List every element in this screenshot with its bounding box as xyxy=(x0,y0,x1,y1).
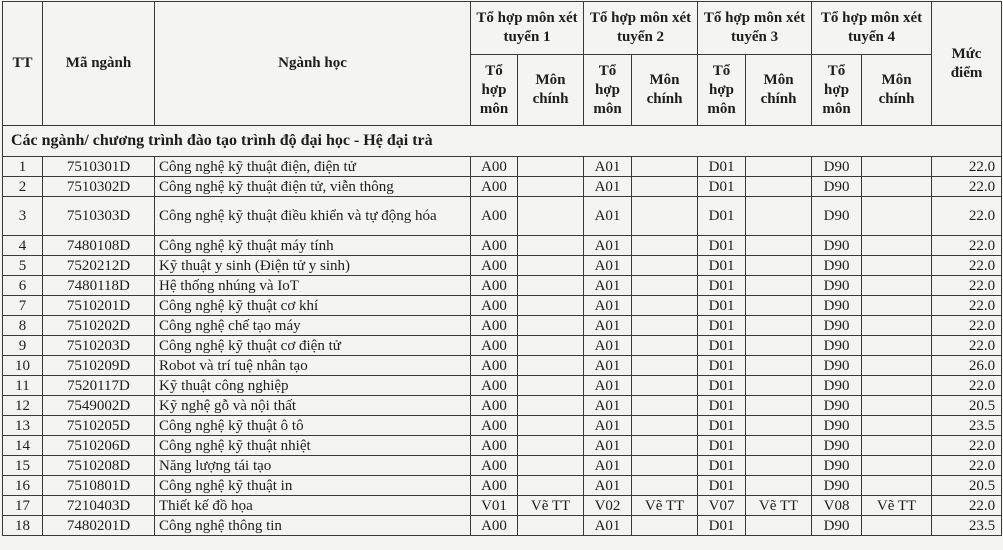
table-row xyxy=(3,456,1002,476)
cell-mon-chinh-3 xyxy=(746,296,812,316)
cell-nganh-hoc: Năng lượng tái tạo xyxy=(155,456,471,476)
cell-to-hop-4: D90 xyxy=(812,236,862,256)
cell-to-hop-3: D01 xyxy=(698,376,746,396)
header-to-hop-3: Tổ hợp môn xyxy=(698,55,746,126)
cell-mon-chinh-1: Vẽ TT xyxy=(518,496,584,516)
cell-tt: 5 xyxy=(3,256,43,276)
cell-ma-nganh: 7480108D xyxy=(43,236,155,256)
cell-mon-chinh-4 xyxy=(862,456,932,476)
cell-tt: 16 xyxy=(3,476,43,496)
cell-mon-chinh-3 xyxy=(746,177,812,197)
cell-ma-nganh: 7510301D xyxy=(43,157,155,177)
cell-nganh-hoc: Công nghệ kỹ thuật in xyxy=(155,476,471,496)
cell-mon-chinh-2 xyxy=(632,436,698,456)
cell-mon-chinh-2 xyxy=(632,376,698,396)
header-group-1: Tổ hợp môn xét tuyển 1 xyxy=(471,2,584,55)
cell-to-hop-2: A01 xyxy=(584,416,632,436)
cell-ma-nganh: 7520117D xyxy=(43,376,155,396)
cell-to-hop-3: D01 xyxy=(698,276,746,296)
cell-to-hop-2: A01 xyxy=(584,296,632,316)
cell-mon-chinh-1 xyxy=(518,516,584,536)
cell-tt: 9 xyxy=(3,336,43,356)
cell-to-hop-3: D01 xyxy=(698,316,746,336)
cell-mon-chinh-2: Vẽ TT xyxy=(632,496,698,516)
cell-muc-diem: 22.0 xyxy=(932,456,1002,476)
cell-mon-chinh-3 xyxy=(746,356,812,376)
cell-to-hop-2: A01 xyxy=(584,276,632,296)
cell-to-hop-2: A01 xyxy=(584,456,632,476)
cell-to-hop-4: D90 xyxy=(812,516,862,536)
cell-mon-chinh-1 xyxy=(518,276,584,296)
cell-muc-diem: 22.0 xyxy=(932,316,1002,336)
header-muc-diem: Mức điểm xyxy=(932,2,1002,126)
header-mon-chinh-2: Môn chính xyxy=(632,55,698,126)
cell-nganh-hoc: Kỹ thuật công nghiệp xyxy=(155,376,471,396)
cell-mon-chinh-2 xyxy=(632,416,698,436)
cell-mon-chinh-2 xyxy=(632,197,698,236)
cell-muc-diem: 22.0 xyxy=(932,436,1002,456)
cell-mon-chinh-4 xyxy=(862,436,932,456)
cell-muc-diem: 22.0 xyxy=(932,256,1002,276)
cell-muc-diem: 23.5 xyxy=(932,516,1002,536)
cell-to-hop-3: D01 xyxy=(698,436,746,456)
cell-tt: 2 xyxy=(3,177,43,197)
cell-mon-chinh-3 xyxy=(746,197,812,236)
cell-mon-chinh-2 xyxy=(632,396,698,416)
cell-mon-chinh-1 xyxy=(518,336,584,356)
cell-mon-chinh-1 xyxy=(518,436,584,456)
cell-mon-chinh-2 xyxy=(632,157,698,177)
admission-score-table xyxy=(2,1,1002,536)
cell-to-hop-1: A00 xyxy=(471,177,518,197)
cell-tt: 15 xyxy=(3,456,43,476)
cell-mon-chinh-3 xyxy=(746,516,812,536)
cell-to-hop-1: V01 xyxy=(471,496,518,516)
cell-tt: 6 xyxy=(3,276,43,296)
cell-to-hop-1: A00 xyxy=(471,476,518,496)
cell-to-hop-1: A00 xyxy=(471,197,518,236)
cell-nganh-hoc: Công nghệ kỹ thuật nhiệt xyxy=(155,436,471,456)
cell-to-hop-4: D90 xyxy=(812,396,862,416)
cell-to-hop-4: D90 xyxy=(812,177,862,197)
cell-mon-chinh-2 xyxy=(632,476,698,496)
cell-mon-chinh-2 xyxy=(632,256,698,276)
cell-to-hop-2: A01 xyxy=(584,316,632,336)
cell-to-hop-4: D90 xyxy=(812,296,862,316)
cell-ma-nganh: 7510208D xyxy=(43,456,155,476)
cell-mon-chinh-4 xyxy=(862,296,932,316)
cell-mon-chinh-2 xyxy=(632,336,698,356)
cell-to-hop-3: D01 xyxy=(698,197,746,236)
table-row xyxy=(3,316,1002,336)
cell-ma-nganh: 7510303D xyxy=(43,197,155,236)
cell-ma-nganh: 7510302D xyxy=(43,177,155,197)
cell-to-hop-3: D01 xyxy=(698,177,746,197)
cell-mon-chinh-2 xyxy=(632,316,698,336)
table-row xyxy=(3,236,1002,256)
cell-to-hop-1: A00 xyxy=(471,316,518,336)
header-to-hop-1: Tổ hợp môn xyxy=(471,55,518,126)
cell-mon-chinh-4 xyxy=(862,276,932,296)
table-row xyxy=(3,197,1002,236)
cell-to-hop-2: A01 xyxy=(584,356,632,376)
cell-to-hop-1: A00 xyxy=(471,356,518,376)
cell-muc-diem: 20.5 xyxy=(932,396,1002,416)
cell-mon-chinh-4 xyxy=(862,356,932,376)
table-row xyxy=(3,356,1002,376)
cell-tt: 8 xyxy=(3,316,43,336)
cell-ma-nganh: 7510201D xyxy=(43,296,155,316)
cell-muc-diem: 26.0 xyxy=(932,356,1002,376)
cell-tt: 4 xyxy=(3,236,43,256)
cell-to-hop-1: A00 xyxy=(471,276,518,296)
table-row xyxy=(3,436,1002,456)
table-row xyxy=(3,376,1002,396)
cell-mon-chinh-3 xyxy=(746,376,812,396)
cell-nganh-hoc: Kỹ thuật y sinh (Điện tử y sinh) xyxy=(155,256,471,276)
cell-ma-nganh: 7480201D xyxy=(43,516,155,536)
cell-to-hop-4: D90 xyxy=(812,316,862,336)
cell-mon-chinh-2 xyxy=(632,276,698,296)
cell-to-hop-1: A00 xyxy=(471,256,518,276)
cell-mon-chinh-3 xyxy=(746,256,812,276)
header-mon-chinh-4: Môn chính xyxy=(862,55,932,126)
cell-nganh-hoc: Thiết kế đồ họa xyxy=(155,496,471,516)
cell-mon-chinh-1 xyxy=(518,376,584,396)
cell-mon-chinh-4 xyxy=(862,157,932,177)
cell-to-hop-1: A00 xyxy=(471,157,518,177)
cell-mon-chinh-4 xyxy=(862,396,932,416)
cell-mon-chinh-3 xyxy=(746,157,812,177)
cell-to-hop-3: D01 xyxy=(698,416,746,436)
table-row xyxy=(3,516,1002,536)
table-row xyxy=(3,396,1002,416)
header-mon-chinh-1: Môn chính xyxy=(518,55,584,126)
table-row xyxy=(3,256,1002,276)
cell-to-hop-4: D90 xyxy=(812,436,862,456)
cell-to-hop-1: A00 xyxy=(471,436,518,456)
cell-mon-chinh-1 xyxy=(518,476,584,496)
header-nganh-hoc: Ngành học xyxy=(155,2,471,126)
cell-to-hop-2: A01 xyxy=(584,396,632,416)
cell-muc-diem: 22.0 xyxy=(932,197,1002,236)
cell-muc-diem: 20.5 xyxy=(932,476,1002,496)
cell-tt: 17 xyxy=(3,496,43,516)
cell-mon-chinh-4 xyxy=(862,476,932,496)
section-row xyxy=(3,126,1002,157)
table-row xyxy=(3,496,1002,516)
cell-to-hop-4: D90 xyxy=(812,157,862,177)
cell-mon-chinh-3 xyxy=(746,416,812,436)
cell-to-hop-1: A00 xyxy=(471,516,518,536)
cell-to-hop-2: A01 xyxy=(584,476,632,496)
cell-to-hop-3: D01 xyxy=(698,476,746,496)
cell-to-hop-4: D90 xyxy=(812,276,862,296)
cell-mon-chinh-3 xyxy=(746,316,812,336)
cell-to-hop-1: A00 xyxy=(471,336,518,356)
table-row xyxy=(3,476,1002,496)
cell-to-hop-2: A01 xyxy=(584,516,632,536)
cell-to-hop-2: A01 xyxy=(584,197,632,236)
cell-mon-chinh-1 xyxy=(518,296,584,316)
header-group-2: Tổ hợp môn xét tuyển 2 xyxy=(584,2,698,55)
cell-mon-chinh-1 xyxy=(518,197,584,236)
cell-nganh-hoc: Robot và trí tuệ nhân tạo xyxy=(155,356,471,376)
cell-tt: 12 xyxy=(3,396,43,416)
cell-to-hop-1: A00 xyxy=(471,376,518,396)
cell-mon-chinh-3 xyxy=(746,456,812,476)
cell-to-hop-1: A00 xyxy=(471,416,518,436)
header-to-hop-2: Tổ hợp môn xyxy=(584,55,632,126)
cell-mon-chinh-4 xyxy=(862,376,932,396)
cell-mon-chinh-3 xyxy=(746,336,812,356)
cell-to-hop-1: A00 xyxy=(471,296,518,316)
cell-to-hop-4: D90 xyxy=(812,356,862,376)
cell-mon-chinh-2 xyxy=(632,516,698,536)
cell-to-hop-2: A01 xyxy=(584,436,632,456)
cell-to-hop-2: V02 xyxy=(584,496,632,516)
cell-ma-nganh: 7510203D xyxy=(43,336,155,356)
table-row xyxy=(3,336,1002,356)
cell-muc-diem: 22.0 xyxy=(932,336,1002,356)
cell-mon-chinh-4 xyxy=(862,177,932,197)
cell-to-hop-3: D01 xyxy=(698,236,746,256)
header-ma-nganh: Mã ngành xyxy=(43,2,155,126)
header-mon-chinh-3: Môn chính xyxy=(746,55,812,126)
cell-to-hop-3: D01 xyxy=(698,456,746,476)
cell-tt: 18 xyxy=(3,516,43,536)
cell-nganh-hoc: Công nghệ kỹ thuật máy tính xyxy=(155,236,471,256)
cell-tt: 10 xyxy=(3,356,43,376)
header-group-3: Tổ hợp môn xét tuyển 3 xyxy=(698,2,812,55)
cell-mon-chinh-4: Vẽ TT xyxy=(862,496,932,516)
header-group-4: Tổ hợp môn xét tuyển 4 xyxy=(812,2,932,55)
table-row xyxy=(3,276,1002,296)
cell-to-hop-4: D90 xyxy=(812,416,862,436)
cell-nganh-hoc: Công nghệ kỹ thuật ô tô xyxy=(155,416,471,436)
cell-nganh-hoc: Công nghệ chế tạo máy xyxy=(155,316,471,336)
cell-mon-chinh-1 xyxy=(518,236,584,256)
cell-mon-chinh-2 xyxy=(632,356,698,376)
cell-mon-chinh-4 xyxy=(862,197,932,236)
cell-mon-chinh-3 xyxy=(746,476,812,496)
cell-ma-nganh: 7480118D xyxy=(43,276,155,296)
cell-to-hop-1: A00 xyxy=(471,236,518,256)
cell-ma-nganh: 7210403D xyxy=(43,496,155,516)
cell-ma-nganh: 7520212D xyxy=(43,256,155,276)
cell-tt: 14 xyxy=(3,436,43,456)
cell-tt: 3 xyxy=(3,197,43,236)
section-title: Các ngành/ chương trình đào tạo trình độ đại học - Hệ đại trà xyxy=(3,126,1002,157)
table-row xyxy=(3,177,1002,197)
cell-tt: 11 xyxy=(3,376,43,396)
cell-muc-diem: 22.0 xyxy=(932,276,1002,296)
cell-to-hop-3: D01 xyxy=(698,356,746,376)
cell-mon-chinh-3 xyxy=(746,436,812,456)
cell-mon-chinh-1 xyxy=(518,396,584,416)
cell-mon-chinh-4 xyxy=(862,416,932,436)
cell-mon-chinh-1 xyxy=(518,157,584,177)
cell-to-hop-4: D90 xyxy=(812,336,862,356)
cell-to-hop-1: A00 xyxy=(471,396,518,416)
cell-to-hop-4: V08 xyxy=(812,496,862,516)
cell-ma-nganh: 7510206D xyxy=(43,436,155,456)
cell-to-hop-4: D90 xyxy=(812,376,862,396)
cell-muc-diem: 22.0 xyxy=(932,157,1002,177)
cell-to-hop-4: D90 xyxy=(812,197,862,236)
cell-mon-chinh-1 xyxy=(518,356,584,376)
cell-to-hop-2: A01 xyxy=(584,177,632,197)
cell-mon-chinh-3 xyxy=(746,236,812,256)
cell-mon-chinh-1 xyxy=(518,416,584,436)
cell-mon-chinh-1 xyxy=(518,456,584,476)
cell-to-hop-2: A01 xyxy=(584,236,632,256)
cell-to-hop-2: A01 xyxy=(584,336,632,356)
cell-nganh-hoc: Công nghệ kỹ thuật điện, điện tử xyxy=(155,157,471,177)
cell-to-hop-4: D90 xyxy=(812,456,862,476)
cell-muc-diem: 23.5 xyxy=(932,416,1002,436)
cell-mon-chinh-2 xyxy=(632,177,698,197)
cell-to-hop-2: A01 xyxy=(584,157,632,177)
cell-to-hop-3: V07 xyxy=(698,496,746,516)
cell-muc-diem: 22.0 xyxy=(932,177,1002,197)
cell-tt: 1 xyxy=(3,157,43,177)
cell-to-hop-3: D01 xyxy=(698,157,746,177)
table-body xyxy=(3,126,1002,536)
cell-mon-chinh-4 xyxy=(862,256,932,276)
cell-muc-diem: 22.0 xyxy=(932,236,1002,256)
cell-nganh-hoc: Công nghệ kỹ thuật điều khiển và tự động hóa xyxy=(155,197,471,236)
cell-nganh-hoc: Công nghệ kỹ thuật cơ điện tử xyxy=(155,336,471,356)
cell-mon-chinh-4 xyxy=(862,316,932,336)
cell-mon-chinh-4 xyxy=(862,516,932,536)
cell-mon-chinh-3 xyxy=(746,396,812,416)
cell-mon-chinh-2 xyxy=(632,236,698,256)
cell-mon-chinh-4 xyxy=(862,236,932,256)
cell-nganh-hoc: Công nghệ kỹ thuật cơ khí xyxy=(155,296,471,316)
cell-to-hop-2: A01 xyxy=(584,256,632,276)
cell-mon-chinh-4 xyxy=(862,336,932,356)
table-row xyxy=(3,157,1002,177)
cell-ma-nganh: 7549002D xyxy=(43,396,155,416)
cell-mon-chinh-1 xyxy=(518,177,584,197)
cell-ma-nganh: 7510205D xyxy=(43,416,155,436)
cell-mon-chinh-2 xyxy=(632,456,698,476)
cell-tt: 7 xyxy=(3,296,43,316)
table-row xyxy=(3,296,1002,316)
cell-mon-chinh-3: Vẽ TT xyxy=(746,496,812,516)
cell-mon-chinh-1 xyxy=(518,316,584,336)
header-to-hop-4: Tổ hợp môn xyxy=(812,55,862,126)
cell-mon-chinh-2 xyxy=(632,296,698,316)
cell-to-hop-4: D90 xyxy=(812,476,862,496)
cell-ma-nganh: 7510801D xyxy=(43,476,155,496)
cell-muc-diem: 22.0 xyxy=(932,376,1002,396)
cell-muc-diem: 22.0 xyxy=(932,496,1002,516)
cell-to-hop-3: D01 xyxy=(698,336,746,356)
cell-to-hop-1: A00 xyxy=(471,456,518,476)
cell-to-hop-3: D01 xyxy=(698,516,746,536)
cell-to-hop-4: D90 xyxy=(812,256,862,276)
cell-nganh-hoc: Công nghệ kỹ thuật điện tử, viễn thông xyxy=(155,177,471,197)
cell-nganh-hoc: Kỹ nghệ gỗ và nội thất xyxy=(155,396,471,416)
cell-mon-chinh-3 xyxy=(746,276,812,296)
cell-ma-nganh: 7510202D xyxy=(43,316,155,336)
cell-tt: 13 xyxy=(3,416,43,436)
cell-to-hop-3: D01 xyxy=(698,396,746,416)
header-tt: TT xyxy=(3,2,43,126)
cell-to-hop-2: A01 xyxy=(584,376,632,396)
cell-ma-nganh: 7510209D xyxy=(43,356,155,376)
table-row xyxy=(3,416,1002,436)
cell-to-hop-3: D01 xyxy=(698,256,746,276)
cell-mon-chinh-1 xyxy=(518,256,584,276)
cell-muc-diem: 22.0 xyxy=(932,296,1002,316)
cell-nganh-hoc: Công nghệ thông tin xyxy=(155,516,471,536)
cell-nganh-hoc: Hệ thống nhúng và IoT xyxy=(155,276,471,296)
cell-to-hop-3: D01 xyxy=(698,296,746,316)
